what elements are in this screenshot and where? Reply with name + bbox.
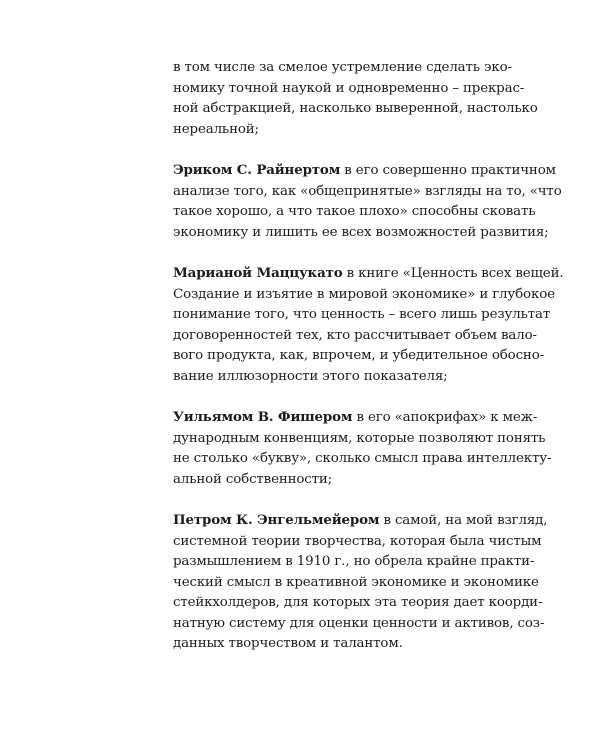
text-line: дународным конвенциям, которые позволяют понять <box>173 430 546 446</box>
body-text <box>173 58 564 655</box>
paragraph-mazzucato <box>173 263 564 387</box>
paragraph-engelmeyer <box>173 510 548 655</box>
person-name: Эриком С. Райнертом <box>173 162 341 178</box>
text-line: такое хорошо, а что такое плохо» способны сковать <box>173 204 536 219</box>
text-line <box>173 510 548 532</box>
text-line: стейкхолдеров, для которых эта теория дает коорди- <box>173 595 543 610</box>
text-line: в том числе за смелое устремление сделать эко- <box>173 60 512 75</box>
text-line-rest: в его совершенно практичном <box>340 163 556 178</box>
person-name: Петром К. Энгельмейером <box>173 512 380 528</box>
text-line-rest: в самой, на мой взгляд, <box>379 513 548 528</box>
text-line: системной теории творчества, которая была чистым <box>173 533 542 549</box>
text-line: ческий смысл в креативной экономике и экономике <box>173 574 539 590</box>
text-line: договоренностей тех, кто рассчитывает объем вало- <box>173 327 537 343</box>
text-line: натную систему для оценки ценности и активов, соз- <box>173 615 545 631</box>
text-line: данных творчеством и талантом. <box>173 636 403 651</box>
text-line: анализе того, как «общепринятые» взгляды на то, «что <box>173 183 562 199</box>
person-name: Уильямом В. Фишером <box>173 409 353 425</box>
text-line <box>173 263 564 285</box>
text-line: номику точной наукой и одновременно – прекрас- <box>173 80 525 96</box>
paragraph-reinert <box>173 160 562 243</box>
text-line: экономику и лишить ее всех возможностей развития; <box>173 224 549 240</box>
person-name: Марианой Маццукато <box>173 265 343 281</box>
paragraph-fisher <box>173 407 552 490</box>
text-line: не столько «букву», сколько смысл права интеллекту- <box>173 451 552 466</box>
text-line: понимание того, что ценность – всего лишь результат <box>173 307 551 322</box>
text-line: вого продукта, как, впрочем, и убедительное обосно- <box>173 348 544 363</box>
text-line: размышлением в 1910 г., но обрела крайне практи- <box>173 554 535 569</box>
text-line: ной абстракцией, насколько выверенной, настолько <box>173 101 538 116</box>
text-line-rest: в его «апокрифах» к меж- <box>352 410 538 425</box>
text-line: альной собственности; <box>173 471 333 487</box>
text-line <box>173 407 538 429</box>
text-line: вание иллюзорности этого показателя; <box>173 368 448 384</box>
text-line: нереальной; <box>173 121 259 137</box>
paragraph-intro-continuation <box>173 58 538 140</box>
text-line: Создание и изъятие в мировой экономике» и глубокое <box>173 286 555 302</box>
text-line-rest: в книге «Ценность всех вещей. <box>342 266 564 281</box>
text-line <box>173 160 556 182</box>
